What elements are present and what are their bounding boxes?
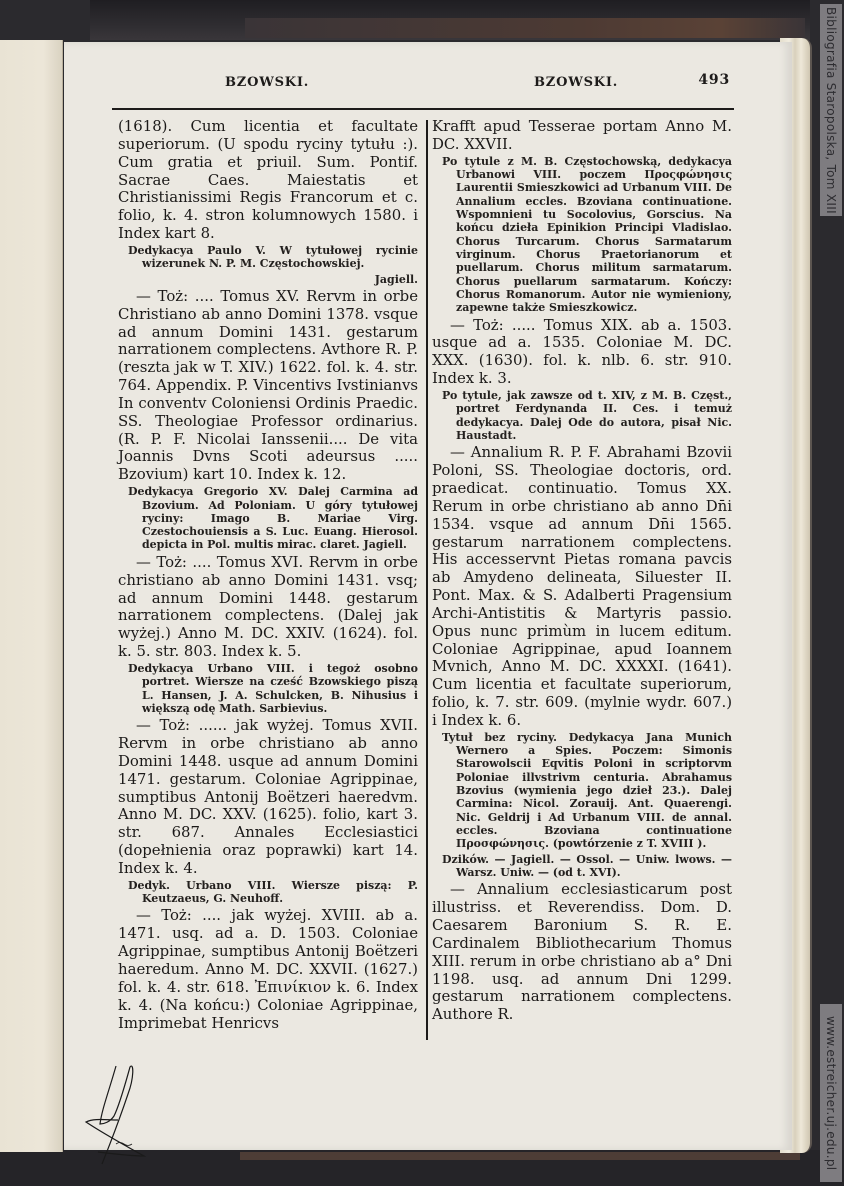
handwritten-signature: [84, 1064, 194, 1174]
left-column: [118, 118, 418, 1032]
bibliographic-note: Dedykacya Gregorio XV. Dalej Carmina ad Bzovium. Ad Poloniam. U góry tytułowej ryciny: Imago B. Mariae Virg. Czestochouiensis a S. Luc. Euang. Hierosol. depicta in Pol. multis mirac. claret. Jagiell.: [128, 485, 418, 552]
bibliographic-entry: — Toż: ...... jak wyżej. Tomus XVII. Rervm in orbe christiano ab anno Domini 1448. usque ad annum Domini 1471. gestarum. Coloniae Agrippinae, sumptibus Antonij Boëtzeri haeredvm. Anno M. DC. XXV. (1625). folio, kart 3. str. 687. Annales Ecclesiastici (dopełnienia oraz poprawki) kart 14. Index k. 4.: [118, 716, 418, 877]
bibliographic-note: Dedyk. Urbano VIII. Wiersze piszą: P. Keutzaeus, G. Neuhoff.: [128, 878, 418, 906]
bibliographic-note: Dedykacya Urbano VIII. i tegoż osobno portret. Wiersze na cześć Bzowskiego piszą L. Hansen, J. A. Schulcken, B. Nihusius i większą odę Math. Sarbievius.: [128, 661, 418, 715]
bibliographic-entry: — Toż: .... Tomus XV. Rervm in orbe Christiano ab anno Domini 1378. vsque ad annum Domini 1431. gestarum narrationem complectens. Avthore R. P. (reszta jak w T. XIV.) 1622. fol. k. 4. str. 764. Appendix. P. Vincentivs Ivstinianvs In conventv Coloniensi Ordinis Praedic. SS. Theologiae Professor ordinarius. (R. P. F. Nicolai Ianssenii.... De vita Joannis Dvns Scoti adeursus ..... Bzovium) kart 10. Index k. 12.: [118, 286, 418, 484]
running-head-left: BZOWSKI.: [225, 75, 310, 90]
library-holding: Jagiell.: [374, 272, 418, 286]
bibliographic-note: Dedykacya Paulo V. W tytułowej rycinie wizerunek N. P. M. Częstochowskiej.: [128, 243, 418, 271]
collection-label: Bibliografia Staropolska, Tom XIII: [820, 4, 842, 216]
right-column: [432, 118, 732, 1024]
entry-continuation: (1618). Cum licentia et facultate superiorum. (U spodu ryciny tytułu :). Cum gratia et priuil. Sum. Pontif. Sacrae Caes. Maiestatis et Christianissimi Regis Francorum et c. folio, k. 4. stron kolumnowych 1580. i Index kart 8.: [118, 117, 418, 243]
entry-continuation: Krafft apud Tesserae portam Anno M. DC. XXVII.: [432, 117, 732, 153]
running-head-right: BZOWSKI.: [534, 75, 619, 90]
bibliographic-entry: — Toż: ..... Tomus XIX. ab a. 1503. usque ad a. 1535. Coloniae M. DC. XXX. (1630). fol. k. nlb. 6. str. 910. Index k. 3.: [432, 315, 732, 388]
running-head: [112, 70, 732, 92]
header-rule: [112, 108, 734, 110]
left-page-edge: [0, 40, 63, 1152]
book-binding-bottom-band: [240, 1152, 800, 1160]
bibliographic-entry: — Toż: .... Tomus XVI. Rervm in orbe christiano ab anno Domini 1431. vsq; ad annum Domini 1448. gestarum narrationem complectens. (Dalej jak wyżej.) Anno M. DC. XXIV. (1624). fol. k. 5. str. 803. Index k. 5.: [118, 552, 418, 661]
bibliographic-note: Tytuł bez ryciny. Dedykacya Jana Munich Wernero a Spies. Poczem: Simonis Starowolscii Eqvitis Poloni in scriptorvm Poloniae illvstrivm centuria. Abrahamus Bzovius (wymienia jego dzieł 23.). Dalej Carmina: Nicol. Zorauij. Ant. Quaerengi. Nic. Geldrij i Ad Urbanum VIII. de annal. eccles. Bzoviana continuatione Προσφώνησις. (powtórzenie z T. XVIII ).: [442, 730, 732, 851]
bibliographic-entry: — Toż: .... jak wyżej. XVIII. ab a. 1471. usq. ad a. D. 1503. Coloniae Agrippinae, sumptibus Antonij Boëtzeri haeredum. Anno M. DC. XXVII. (1627.) fol. k. 4. str. 618. Ἐπινίκιον k. 6. Index k. 4. (Na końcu:) Coloniae Agrippinae, Imprimebat Henricvs: [118, 906, 418, 1032]
book-binding-band: [245, 18, 805, 38]
bibliographic-entry: — Annalium R. P. F. Abrahami Bzovii Poloni, SS. Theologiae doctoris, ord. praedicat. continuatio. Tomus XX. Rerum in orbe christiano ab anno Dn̄i 1534. vsque ad annum Dn̄i 1565. gestarum narrationem complectens. His accesservnt Pietas romana pavcis ab Amydeno delineata, Siluester II. Pont. Max. & S. Adalberti Pragensium Archi-Antistitis & Martyris passio. Opus nunc primùm in lucem editum. Coloniae Agrippinae, apud Ioannem Mvnich, Anno M. DC. XXXXI. (1641). Cum licentia et facultate superiorum, folio, k. 7. str. 609. (mylnie wydr. 607.) i Index k. 6.: [432, 443, 732, 729]
bibliographic-entry: — Annalium ecclesiasticarum post illustriss. et Reverendiss. Dom. D. Caesarem Baronium S. R. E. Cardinalem Bibliothecarium Thomus XIII. rerum in orbe christiano ab a° Dni 1198. usq. ad annum Dni 1299. gestarum narrationem complectens. Authore R.: [432, 880, 732, 1024]
bibliographic-note: Dzików. — Jagiell. — Ossol. — Uniw. lwows. — Warsz. Uniw. — (od t. XVI).: [442, 852, 732, 880]
website-label[interactable]: www.estreicher.uj.edu.pl: [820, 1004, 842, 1182]
column-divider: [426, 120, 428, 1040]
page-number: 493: [698, 72, 730, 88]
bibliographic-note: Po tytule, jak zawsze od t. XIV, z M. B. Częst., portret Ferdynanda II. Ces. i temuż dedykacya. Dalej Ode do autora, pisał Nic. Haustadt.: [442, 389, 732, 442]
bibliographic-note: Po tytule z M. B. Częstochowską, dedykacya Urbanowi VIII. poczem Προςφώνησις Laurentii Smieszkowici ad Urbanum VIII. De Annalium eccles. Bzoviana continuatione. Wspomnieni tu Socolovius, Gorscius. Na końcu dzieła Epinikion Principi Vladislao. Chorus Turcarum. Chorus Sarmatarum virginum. Chorus Praetorianorum et puellarum. Chorus militum sarmatarum. Chorus puellarum sarmatarum. Kończy: Chorus Romanorum. Autor nie wymieniony, zapewne także Smieszkowicz.: [442, 154, 732, 315]
